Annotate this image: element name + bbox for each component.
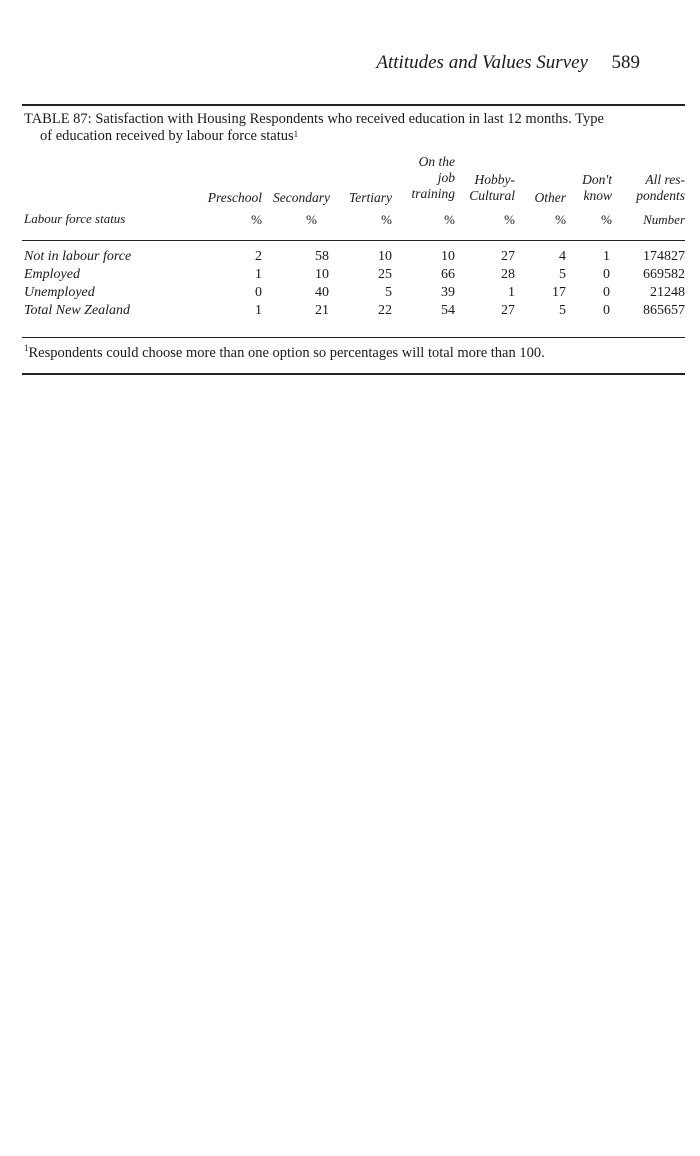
cell-other: 5 [559, 303, 566, 318]
cell-on-the-job-training: 66 [441, 267, 455, 282]
cell-all-respondents: 865657 [643, 303, 685, 318]
cell-other: 17 [552, 285, 566, 300]
col-header-dont-know: Don't know [582, 172, 612, 203]
cell-tertiary: 10 [378, 249, 392, 264]
cell-all-respondents: 669582 [643, 267, 685, 282]
cell-all-respondents: 174827 [643, 249, 685, 264]
cell-all-respondents: 21248 [650, 285, 685, 300]
unit-all-respondents: Number [643, 212, 685, 227]
row-label: Not in labour force [24, 249, 132, 264]
cell-other: 4 [559, 249, 566, 264]
cell-hobby-cultural: 28 [501, 267, 515, 282]
caption-line-1: TABLE 87: Satisfaction with Housing Respondents who received education in last 12 months. Type [24, 111, 604, 127]
footnote-marker: 1 [24, 343, 29, 353]
stub-header: Labour force status [24, 211, 126, 226]
cell-on-the-job-training: 10 [441, 249, 455, 264]
cell-dont-know: 0 [603, 303, 610, 318]
table-row [0, 267, 700, 285]
col-header-tertiary: Tertiary [348, 190, 392, 205]
unit-on-the-job-training: % [444, 212, 455, 227]
table-caption [24, 111, 686, 145]
cell-dont-know: 0 [603, 285, 610, 300]
col-header-all-respondents: All res- pondents [636, 172, 685, 203]
table-row [0, 303, 700, 321]
col-header-other: Other [534, 190, 566, 205]
cell-tertiary: 22 [378, 303, 392, 318]
unit-preschool: % [251, 212, 262, 227]
caption-line-2: of education received by labour force status [40, 128, 294, 144]
cell-preschool: 1 [255, 303, 262, 318]
running-head [0, 52, 700, 76]
col-header-secondary: Secondary [273, 190, 330, 205]
unit-tertiary: % [381, 212, 392, 227]
cell-secondary: 58 [315, 249, 329, 264]
footnote-rule [22, 373, 685, 375]
col-header-on-the-job-training: On the job training [411, 154, 455, 201]
top-rule-thick [22, 104, 685, 106]
unit-other: % [555, 212, 566, 227]
table-row [0, 285, 700, 303]
table-row [0, 249, 700, 267]
col-header-hobby-cultural: Hobby- Cultural [469, 172, 515, 203]
cell-preschool: 2 [255, 249, 262, 264]
cell-hobby-cultural: 1 [508, 285, 515, 300]
table-footnote [24, 345, 545, 362]
col-header-preschool: Preschool [207, 190, 262, 205]
cell-hobby-cultural: 27 [501, 303, 515, 318]
cell-hobby-cultural: 27 [501, 249, 515, 264]
footnote-text: Respondents could choose more than one option so percentages will total more than 100. [28, 345, 545, 361]
running-head-title: Attitudes and Values Survey [376, 52, 588, 73]
unit-secondary: % [306, 212, 317, 227]
cell-preschool: 1 [255, 267, 262, 282]
cell-on-the-job-training: 39 [441, 285, 455, 300]
cell-on-the-job-training: 54 [441, 303, 455, 318]
cell-tertiary: 5 [385, 285, 392, 300]
row-label: Employed [24, 267, 80, 282]
cell-dont-know: 1 [603, 249, 610, 264]
cell-other: 5 [559, 267, 566, 282]
caption-footnote-marker: 1 [293, 129, 299, 139]
unit-dont-know: % [601, 212, 612, 227]
cell-dont-know: 0 [603, 267, 610, 282]
cell-preschool: 0 [255, 285, 262, 300]
cell-secondary: 40 [315, 285, 329, 300]
header-rule [22, 240, 685, 241]
cell-secondary: 21 [315, 303, 329, 318]
unit-hobby-cultural: % [504, 212, 515, 227]
bottom-rule [22, 337, 685, 338]
cell-tertiary: 25 [378, 267, 392, 282]
row-label: Unemployed [24, 285, 95, 300]
page-number: 589 [611, 52, 640, 73]
cell-secondary: 10 [315, 267, 329, 282]
row-label: Total New Zealand [24, 303, 131, 318]
